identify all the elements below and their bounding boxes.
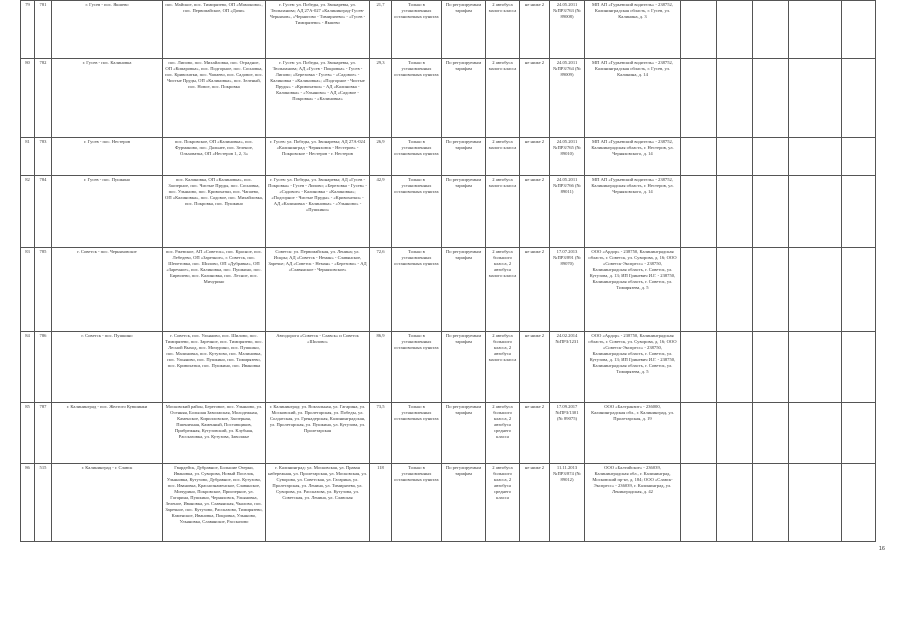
table-row: [21, 464, 876, 542]
registration-number: 785: [35, 248, 52, 332]
vehicle-class: 2 автобуса малого класса: [486, 59, 520, 138]
eco-class: не ниже 2: [520, 464, 550, 542]
carrier-info: МП АП «Гурьевский водитель» - 238752, Калининградская область, г. Гусев, ул. Калинина, д. 14: [585, 59, 681, 138]
stop-order: Только в установленных остановочных пунктах: [392, 176, 442, 248]
route-streets: г. Гусев: ул. Победы, ул. Звонаревы; АД «Гусев - Покровка» - Гусев - Липово; «Березовка - Гусев» - «Садовое» - Калиновка - «Калиновка»; «Подгорное - Чистые Пруды» - «Кривохатки» - АД «Калиновка - Калиновка» - «Ульяново» - «Пушкино»: [266, 176, 370, 248]
start-date: 17.07.2013 №ПРЗ/891 (№ 89070): [550, 248, 585, 332]
route-length: 86,9: [370, 332, 392, 403]
empty-cell: [842, 403, 876, 464]
table-row: [21, 176, 876, 248]
start-date: 17.09.2017 №ПРЗ/1301 (№ 89075): [550, 403, 585, 464]
eco-class: не ниже 2: [520, 59, 550, 138]
empty-cell: [681, 248, 717, 332]
carrier-info: ООО «Балтранзит» - 236000, Калининградская обл., г. Калининград, ул. Пролетарская, д. 19: [585, 403, 681, 464]
vehicle-class: 2 автобуса малого класса: [486, 176, 520, 248]
route-length: 118: [370, 464, 392, 542]
start-date: 24.05.2011 №ПРЗ/764 (№ 89009): [550, 59, 585, 138]
intermediate-stops: пос. Липово, пос. Михайловка, пос. Отрадное, ОП «Комаровка», пос. Подгорное, пос. Сосновка, пос. Кривохатки, пос. Чапаево, пос. Садовое, пос. Чистые Пруды, ОП «Калиновка», пос. Зеленый, пос. Новое, пос. Покровка: [163, 59, 266, 138]
empty-cell: [789, 138, 842, 176]
route-streets: г. Калининград: ул. Вокзальная, ул. Гагарина, ул. Московский, ул. Пролетарская, ул. Победы, ул. Солдатская, ул. Гренадерская, Калининградская, ул. Пролетарская, ул. Пушкина, ул. Кутузова, ул. Пролетарская: [266, 403, 370, 464]
stop-order: Только в установленных остановочных пунктах: [392, 1, 442, 59]
stop-order: Только в установленных остановочных пунктах: [392, 403, 442, 464]
carrier-info: ООО «Ардор» - 238750, Калининградская область, г. Советск, ул. Суворова, д. 16; ООО «Советск-Экспресс» - 238750, Калининградская область, г. Советск, ул. Кутузова, д. 13; ИП Гриневич И.Г. - 238750, Калининградская область, г. Советск, ул. Тимирязева, д. 5: [585, 332, 681, 403]
route-streets: г. Гусев: ул. Победы, ул. Звонаревы, ул. Тюльпанова; АД «Гусев - Покровка» - Гусев - Липово; «Березовка - Гусев» - «Садовое» - Калиновка - «Калиновка»; «Подгорное - Чистые Пруды» - «Кривохатки» - АД «Калиновка - Калиновка» - «Ульяново» - АД «Садовое - Покровка» - «Калиновка»: [266, 59, 370, 138]
stop-order: Только в установленных остановочных пунктах: [392, 464, 442, 542]
row-number: 85: [21, 403, 35, 464]
tariff-type: По регулируемым тарифам: [442, 464, 486, 542]
route-name: г. Калининград - г. Славск: [52, 464, 163, 542]
registration-number: 787: [35, 403, 52, 464]
empty-cell: [681, 59, 717, 138]
route-name: г. Гусев - пос. Калиновка: [52, 59, 163, 138]
empty-cell: [717, 332, 753, 403]
registration-number: 783: [35, 138, 52, 176]
row-number: 79: [21, 1, 35, 59]
route-name: г. Калининград - пос. Желтого Кувшинки: [52, 403, 163, 464]
stop-order: Только в установленных остановочных пунктах: [392, 59, 442, 138]
registration-number: 786: [35, 332, 52, 403]
registration-number: 782: [35, 59, 52, 138]
route-name: г. Гусев - пос. Якшево: [52, 1, 163, 59]
tariff-type: По регулируемым тарифам: [442, 176, 486, 248]
eco-class: не ниже 2: [520, 1, 550, 59]
carrier-info: ООО «Ардор» - 238750, Калининградская область, г. Советск, ул. Суворова, д. 16; ООО «Советск-Экспресс» - 238750, Калининградская область, г. Советск, ул. Кутузова, д. 13; ИП Гриневич И.Г. - 238750, Калининградская область, г. Советск, ул. Тимирязева, д. 5: [585, 248, 681, 332]
eco-class: не ниже 2: [520, 332, 550, 403]
empty-cell: [717, 59, 753, 138]
empty-cell: [789, 59, 842, 138]
route-streets: Автодорога «Советск - Славск» и Советск «Шилово»: [266, 332, 370, 403]
route-streets: г. Калининград: ул. Московская, ул. Правая набережная, ул. Пролетарская, ул. Московская, ул. Суворова, ул. Советская, ул. Гагарина, ул. Пролетарская, ул. Ленина, ул. Тимирязева, ул. Суворова, ул. Рассказова, ул. Кутузова, ул. Советская, ул. Ленина, ул. Славская: [266, 464, 370, 542]
route-name: г. Гусев - пос. Пушкино: [52, 176, 163, 248]
tariff-type: По регулируемым тарифам: [442, 403, 486, 464]
route-name: г. Гусев - пос. Нестеров: [52, 138, 163, 176]
carrier-info: МП АП «Гурьевский водитель» - 238752, Калининградская область, г. Гусев, ул. Калинина, д. 3: [585, 1, 681, 59]
empty-cell: [753, 59, 789, 138]
vehicle-class: 2 автобуса большого класса, 2 автобуса малого класса: [486, 248, 520, 332]
empty-cell: [717, 248, 753, 332]
route-streets: Советск: ул. Первомайская, ул. Ленина; ул. Искры; АД «Советск - Неман» - Славянское, Заречье; АД «Советск - Неман» - «Березово» - АД «Славянское - Черняховское»: [266, 248, 370, 332]
route-name: г. Советск - пос. Пушкино: [52, 332, 163, 403]
empty-cell: [789, 1, 842, 59]
start-date: 24.05.2011 №ПРЗ/765 (№ 89010): [550, 138, 585, 176]
route-register-table: [20, 0, 876, 542]
row-number: 82: [21, 176, 35, 248]
empty-cell: [753, 403, 789, 464]
route-streets: г. Гусев: ул. Победы, ул. Звонаревы, ул. Тюльпанова; АД 27А-027 «Калининград-Гусев-Черняхов», «Чернигово - Тимирязево» - «Гусев - Тимирязево» - Якшево: [266, 1, 370, 59]
empty-cell: [753, 1, 789, 59]
table-row: [21, 403, 876, 464]
empty-cell: [717, 176, 753, 248]
empty-cell: [753, 332, 789, 403]
table-row: [21, 59, 876, 138]
vehicle-class: 2 автобуса большого класса, 2 автобуса среднего класса: [486, 464, 520, 542]
start-date: 11.11.2013 №ПРЗ/874 (№ 89012): [550, 464, 585, 542]
empty-cell: [717, 138, 753, 176]
intermediate-stops: Гвардейск, Дубравное, Большие Озерки, Ивановка, ул. Суворова, Новый Поселок, Ульяновка, Кутузово, Дубравное, пос. Кутузово, пос. Ивановка, Краснознаменское, Славянское, Мичурино, Покровское, Приозерное, ул. Гагарина, Пушкино, Черняховск, Ульяновка, Зеленое, Ивановка, ул. Славянская, Чкалово, пос. Заречное, пос. Кутузово, Рассказово, Тимирязево, Каменское, Ивановка, Покровка, Ульяново, Ульяновка, Славянское, Рассказово: [163, 464, 266, 542]
empty-cell: [753, 464, 789, 542]
route-length: 72,6: [370, 248, 392, 332]
row-number: 81: [21, 138, 35, 176]
row-number: 84: [21, 332, 35, 403]
empty-cell: [842, 248, 876, 332]
table-row: [21, 1, 876, 59]
empty-cell: [842, 59, 876, 138]
tariff-type: По регулируемым тарифам: [442, 332, 486, 403]
empty-cell: [717, 403, 753, 464]
stop-order: Только в установленных остановочных пунктах: [392, 248, 442, 332]
carrier-info: МП АП «Гурьевский водитель» - 238752, Калининградская область, г. Нестеров, ул. Черняховского, д. 14: [585, 138, 681, 176]
table-row: [21, 248, 876, 332]
empty-cell: [681, 464, 717, 542]
route-length: 26,9: [370, 138, 392, 176]
vehicle-class: 2 автобуса большого класса, 2 автобуса малого класса: [486, 332, 520, 403]
row-number: 80: [21, 59, 35, 138]
empty-cell: [717, 1, 753, 59]
empty-cell: [842, 176, 876, 248]
empty-cell: [717, 464, 753, 542]
intermediate-stops: г. Советск, пос. Ульяново, пос. Шилово, пос. Тимирязево, пос. Заречное, пос. Тимирязево, пос. Лесной Выход, пос. Мичурино, пос. Пушкино, пос. Малиновка, пос. Кутузово, пос. Малиновка, пос. Ульяново, пос. Пушкино, пос. Тимирязево, пос. Кривохатки, пос. Пушкино, пос. Ивановка: [163, 332, 266, 403]
route-length: 42,9: [370, 176, 392, 248]
vehicle-class: 2 автобуса большого класса, 2 автобуса среднего класса: [486, 403, 520, 464]
empty-cell: [789, 248, 842, 332]
route-streets: г. Гусев: ул. Победы, ул. Звонаревы; АД 27А-024 «Калининград - Черняховск - Нестеров» - Покровское - Нестеров - г. Нестеров: [266, 138, 370, 176]
intermediate-stops: пос. Покровское, ОП «Калиновка», пос. Фурманово, пос. Дальнее, пос. Зеленое, Ольховатка, ОП «Нестеров 1, 2, 3»: [163, 138, 266, 176]
stop-order: Только в установленных остановочных пунктах: [392, 138, 442, 176]
tariff-type: По регулируемым тарифам: [442, 1, 486, 59]
route-length: 73,5: [370, 403, 392, 464]
tariff-type: По регулируемым тарифам: [442, 138, 486, 176]
eco-class: не ниже 2: [520, 176, 550, 248]
vehicle-class: 2 автобуса малого класса: [486, 138, 520, 176]
eco-class: не ниже 2: [520, 248, 550, 332]
route-length: 21,7: [370, 1, 392, 59]
carrier-info: ООО «Балтийское» - 236039, Калининградская обл., г. Калининград, Московский пр-кт, д. 184; ООО «Славск-Экспресс» - 236039, г. Калининград, ул. Ленинградская, д. 42: [585, 464, 681, 542]
empty-cell: [842, 138, 876, 176]
start-date: 24.02.2014 №ПРЗ/1231: [550, 332, 585, 403]
tariff-type: По регулируемым тарифам: [442, 248, 486, 332]
eco-class: не ниже 2: [520, 403, 550, 464]
empty-cell: [753, 138, 789, 176]
start-date: 24.05.2011 №ПРЗ/763 (№ 89008): [550, 1, 585, 59]
empty-cell: [842, 464, 876, 542]
registration-number: 784: [35, 176, 52, 248]
table-row: [21, 332, 876, 403]
stop-order: Только в установленных остановочных пунктах: [392, 332, 442, 403]
intermediate-stops: пос. Ржевское, АП «Советск», пос. Красное, пос. Лебедево, ОП «Заречное», г. Советск, пос. Шепетовка, пос. Шилово, ОП «Дубравка», ОП «Заречное», пос. Калиновка, пос. Пушкино, пос. Бирюлево, пос. Калиновка, пос. Лесное, пос. Мичурино: [163, 248, 266, 332]
intermediate-stops: пос. Калиновка, ОП «Калиновка», пос. Заозерное, пос. Чистые Пруды, пос. Сосновка, пос. Ульяново, пос. Кривохатки, пос. Чапаево, ОП «Калиновка», пос. Садовое, пос. Михайловка, пос. Покровка, пос. Пушкино: [163, 176, 266, 248]
page-number: 16: [878, 546, 885, 552]
row-number: 83: [21, 248, 35, 332]
empty-cell: [789, 332, 842, 403]
intermediate-stops: Московский район, Береговое, пос. Ульяново, ул. Осенняя, Большая Заволжская, Молодежная, Каменское, Кирилловское, Заозерная, Пшеничная, Каменный, Поставщиков, Прибрежная, Кутузовский, ул. Клубная, Рассказовка, ул. Кутузова, Заволжье: [163, 403, 266, 464]
empty-cell: [753, 248, 789, 332]
empty-cell: [753, 176, 789, 248]
empty-cell: [842, 332, 876, 403]
table-row: [21, 138, 876, 176]
empty-cell: [681, 176, 717, 248]
route-length: 29,3: [370, 59, 392, 138]
eco-class: не ниже 2: [520, 138, 550, 176]
empty-cell: [681, 332, 717, 403]
empty-cell: [789, 403, 842, 464]
carrier-info: МП АП «Гурьевский водитель» - 238752, Калининградская область, г. Нестеров, ул. Черняховского, д. 14: [585, 176, 681, 248]
empty-cell: [681, 1, 717, 59]
empty-cell: [681, 403, 717, 464]
empty-cell: [789, 464, 842, 542]
empty-cell: [681, 138, 717, 176]
empty-cell: [842, 1, 876, 59]
registration-number: 515: [35, 464, 52, 542]
empty-cell: [789, 176, 842, 248]
register-sheet: [20, 0, 875, 542]
row-number: 86: [21, 464, 35, 542]
tariff-type: По регулируемым тарифам: [442, 59, 486, 138]
intermediate-stops: пос. Майское, пос. Тимирязево, ОП «Мамоново», пос. Первомайское, ОП «Дачи»: [163, 1, 266, 59]
route-name: г. Советск - пос. Черняховское: [52, 248, 163, 332]
start-date: 24.05.2011 №ПРЗ/766 (№ 89011): [550, 176, 585, 248]
registration-number: 781: [35, 1, 52, 59]
vehicle-class: 2 автобуса малого класса: [486, 1, 520, 59]
